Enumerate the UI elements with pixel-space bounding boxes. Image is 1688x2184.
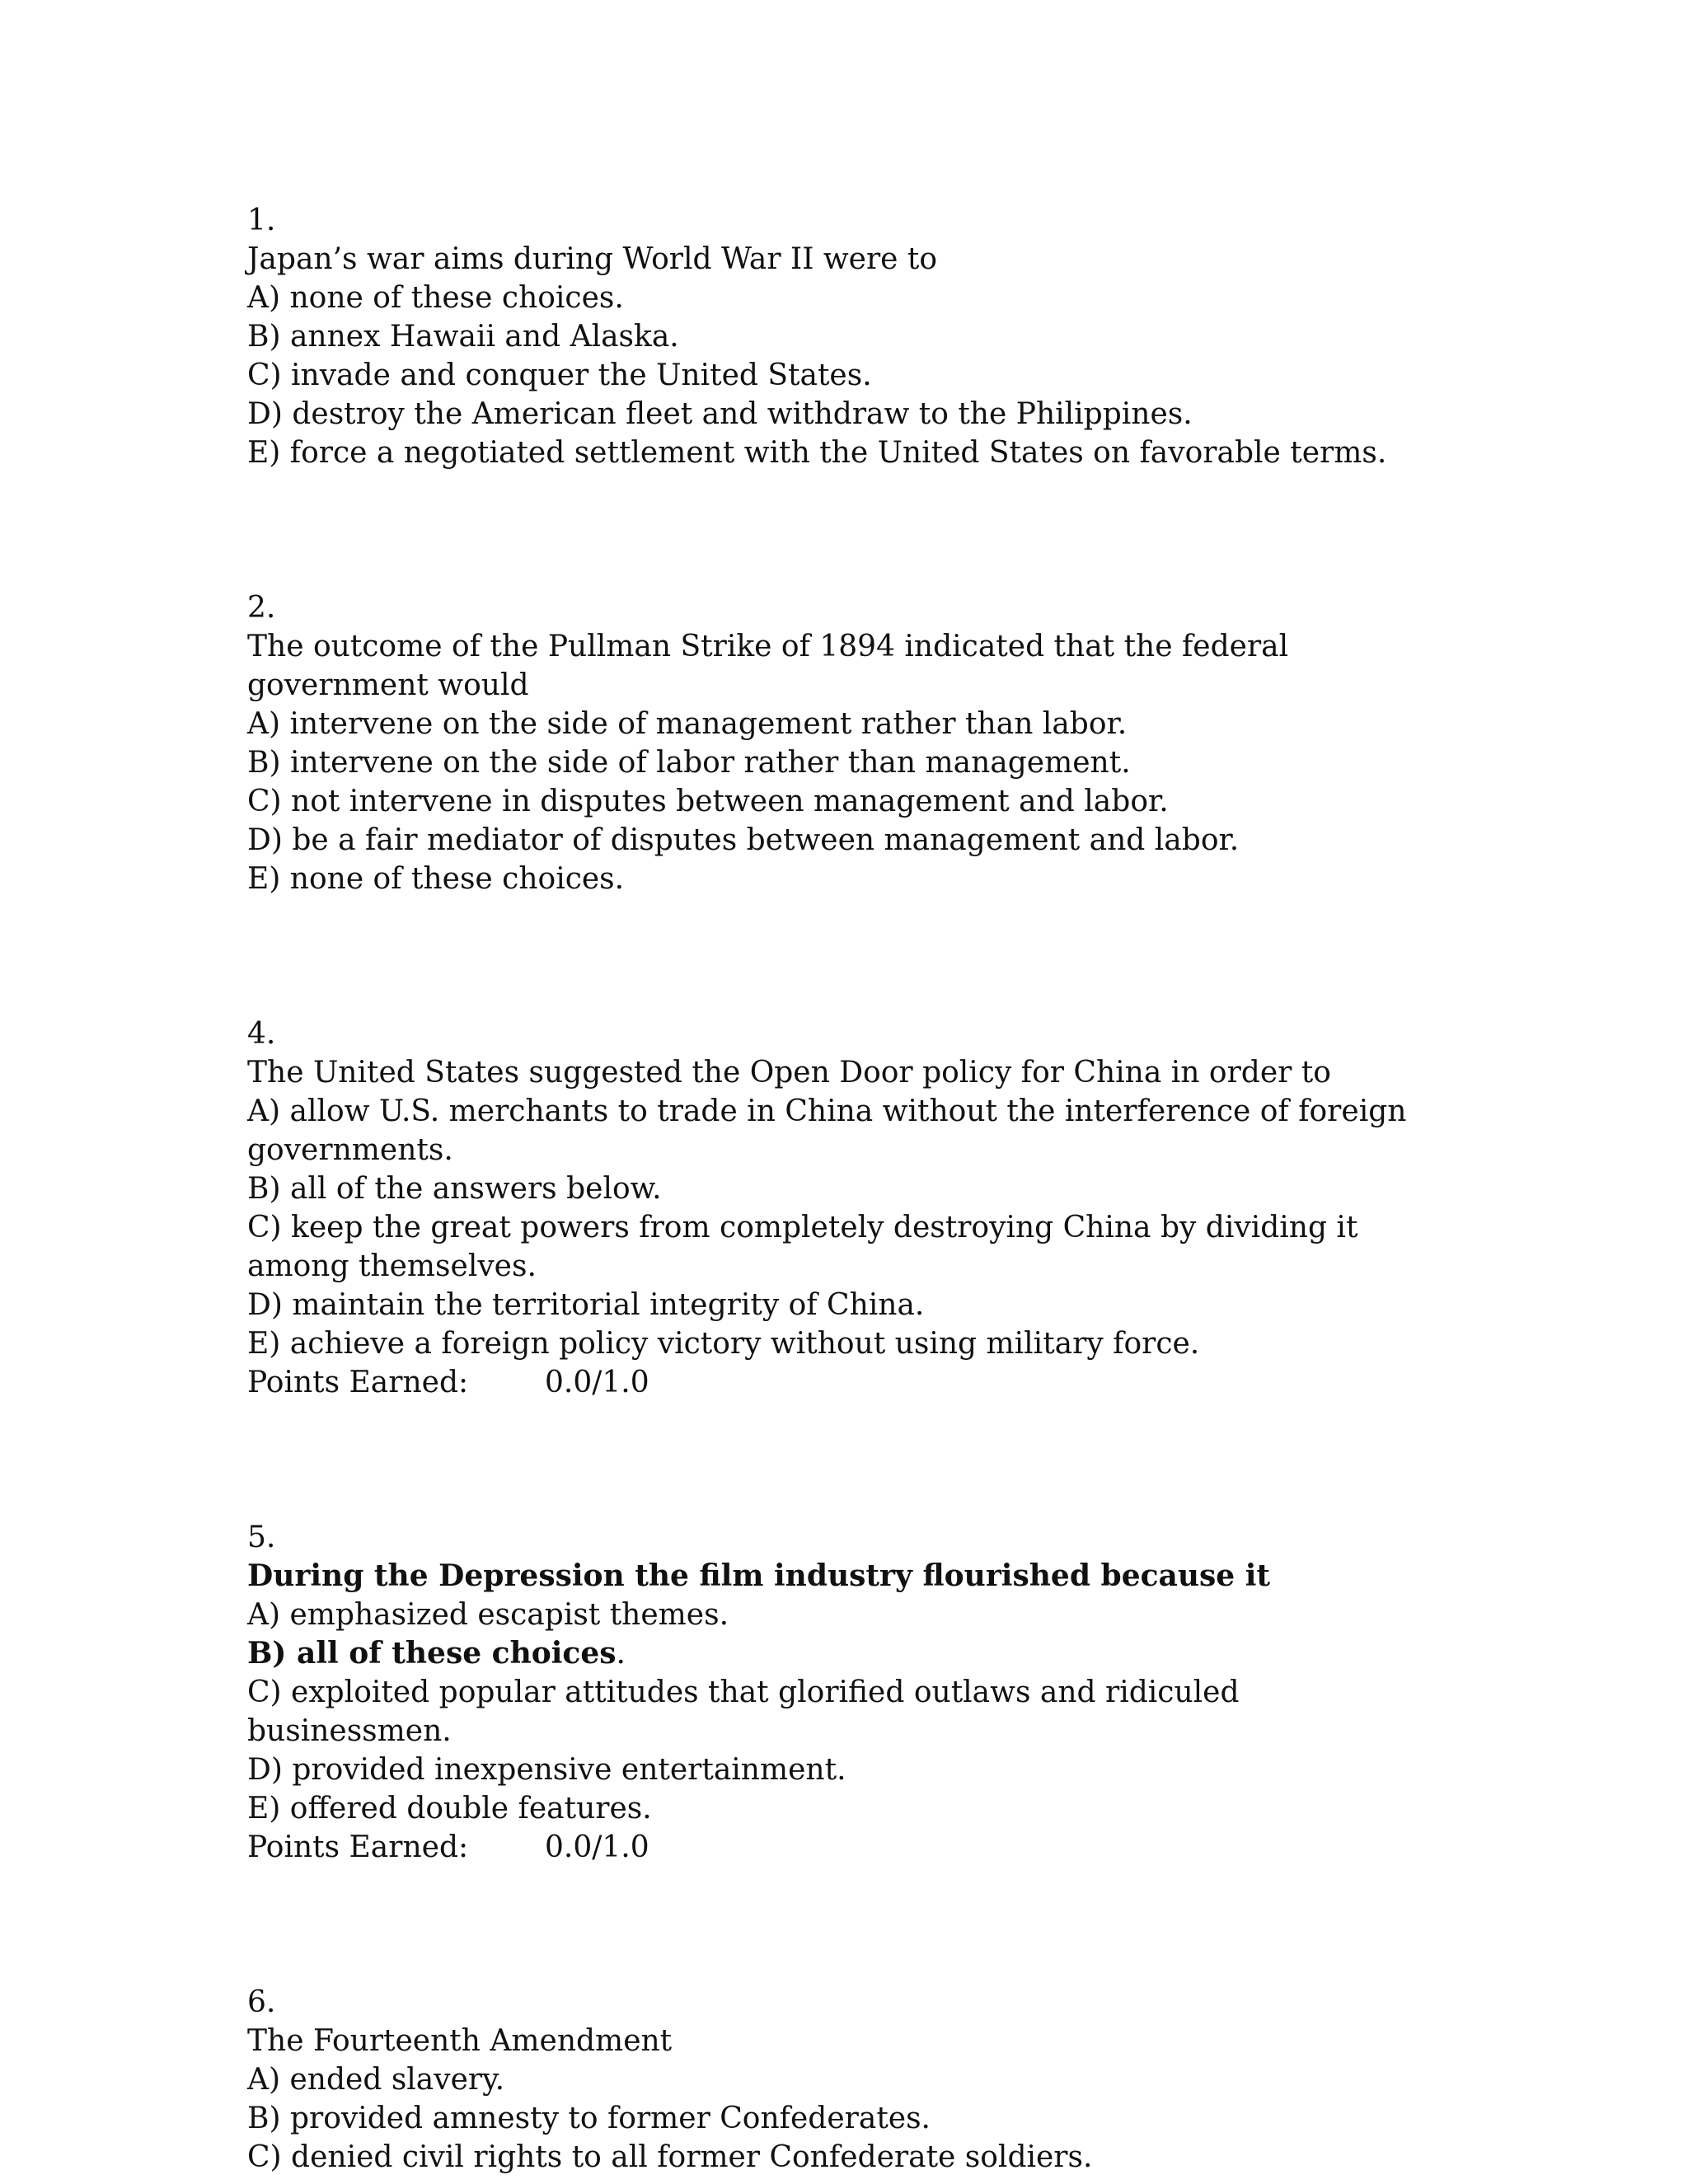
question-number: 2. <box>247 591 276 625</box>
question-prompt: The United States suggested the Open Door policy for China in order to <box>247 1056 1331 1090</box>
answer-choice-a: A) intervene on the side of management rather than labor. <box>247 707 1128 741</box>
points-earned <box>247 1363 1451 1402</box>
answer-choice-a: A) emphasized escapist themes. <box>247 1598 729 1632</box>
answer-choice-b: B) intervene on the side of labor rather than management. <box>247 746 1131 780</box>
answer-choice-a: A) none of these choices. <box>247 281 624 315</box>
question-5 <box>247 1518 1451 1867</box>
answer-choice-d: D) be a fair mediator of disputes between management and labor. <box>247 823 1240 857</box>
question-prompt: The Fourteenth Amendment <box>247 2024 673 2058</box>
answer-choice-c: C) invade and conquer the United States. <box>247 359 872 392</box>
answer-choice-a: A) ended slavery. <box>247 2063 505 2097</box>
question-1 <box>247 201 1451 472</box>
answer-choice-e: E) achieve a foreign policy victory without using military force. <box>247 1327 1200 1361</box>
answer-choice-e: E) none of these choices. <box>247 862 625 896</box>
question-number: 1. <box>247 204 276 237</box>
answer-choice-c: C) exploited popular attitudes that glorified outlaws and ridiculed businessmen. <box>247 1675 1240 1748</box>
question-prompt: During the Depression the film industry flourished because it <box>247 1558 1271 1593</box>
answer-choice-b: B) all of the answers below. <box>247 1172 662 1206</box>
answer-choice-a: A) allow U.S. merchants to trade in China without the interference of foreign governments. <box>247 1094 1407 1167</box>
answer-choice-c: C) keep the great powers from completely destroying China by dividing it among themselves. <box>247 1211 1358 1283</box>
question-6 <box>247 1983 1451 2177</box>
answer-choice-b: B) annex Hawaii and Alaska. <box>247 320 679 354</box>
points-earned-value: 0.0/1.0 <box>545 1366 649 1399</box>
answer-choice-b-text: B) all of these choices <box>247 1636 617 1671</box>
question-number: 6. <box>247 1985 276 2019</box>
points-earned-label: Points Earned: <box>247 1830 469 1864</box>
question-4 <box>247 1015 1451 1402</box>
answer-choice-b: B) provided amnesty to former Confederates. <box>247 2102 931 2135</box>
answer-choice-e: E) offered double features. <box>247 1792 652 1825</box>
question-2 <box>247 588 1451 898</box>
answer-choice-c: C) denied civil rights to all former Confederate soldiers. <box>247 2140 1093 2174</box>
answer-choice-d: D) maintain the territorial integrity of China. <box>247 1288 925 1322</box>
answer-choice-b <box>247 1634 1451 1673</box>
question-prompt: Japan’s war aims during World War II were to <box>247 242 938 276</box>
question-number: 5. <box>247 1521 276 1554</box>
answer-choice-c: C) not intervene in disputes between management and labor. <box>247 785 1169 818</box>
answer-choice-b-period: . <box>616 1637 626 1671</box>
question-number: 4. <box>247 1017 276 1051</box>
points-earned-value: 0.0/1.0 <box>545 1830 649 1864</box>
points-earned <box>247 1828 1451 1867</box>
answer-choice-d: D) destroy the American fleet and withdraw to the Philippines. <box>247 397 1193 431</box>
answer-choice-e: E) force a negotiated settlement with the United States on favorable terms. <box>247 436 1387 470</box>
question-prompt: The outcome of the Pullman Strike of 1894 indicated that the federal government would <box>247 630 1289 702</box>
points-earned-label: Points Earned: <box>247 1366 469 1399</box>
quiz-content <box>247 201 1451 2177</box>
answer-choice-d: D) provided inexpensive entertainment. <box>247 1753 846 1787</box>
